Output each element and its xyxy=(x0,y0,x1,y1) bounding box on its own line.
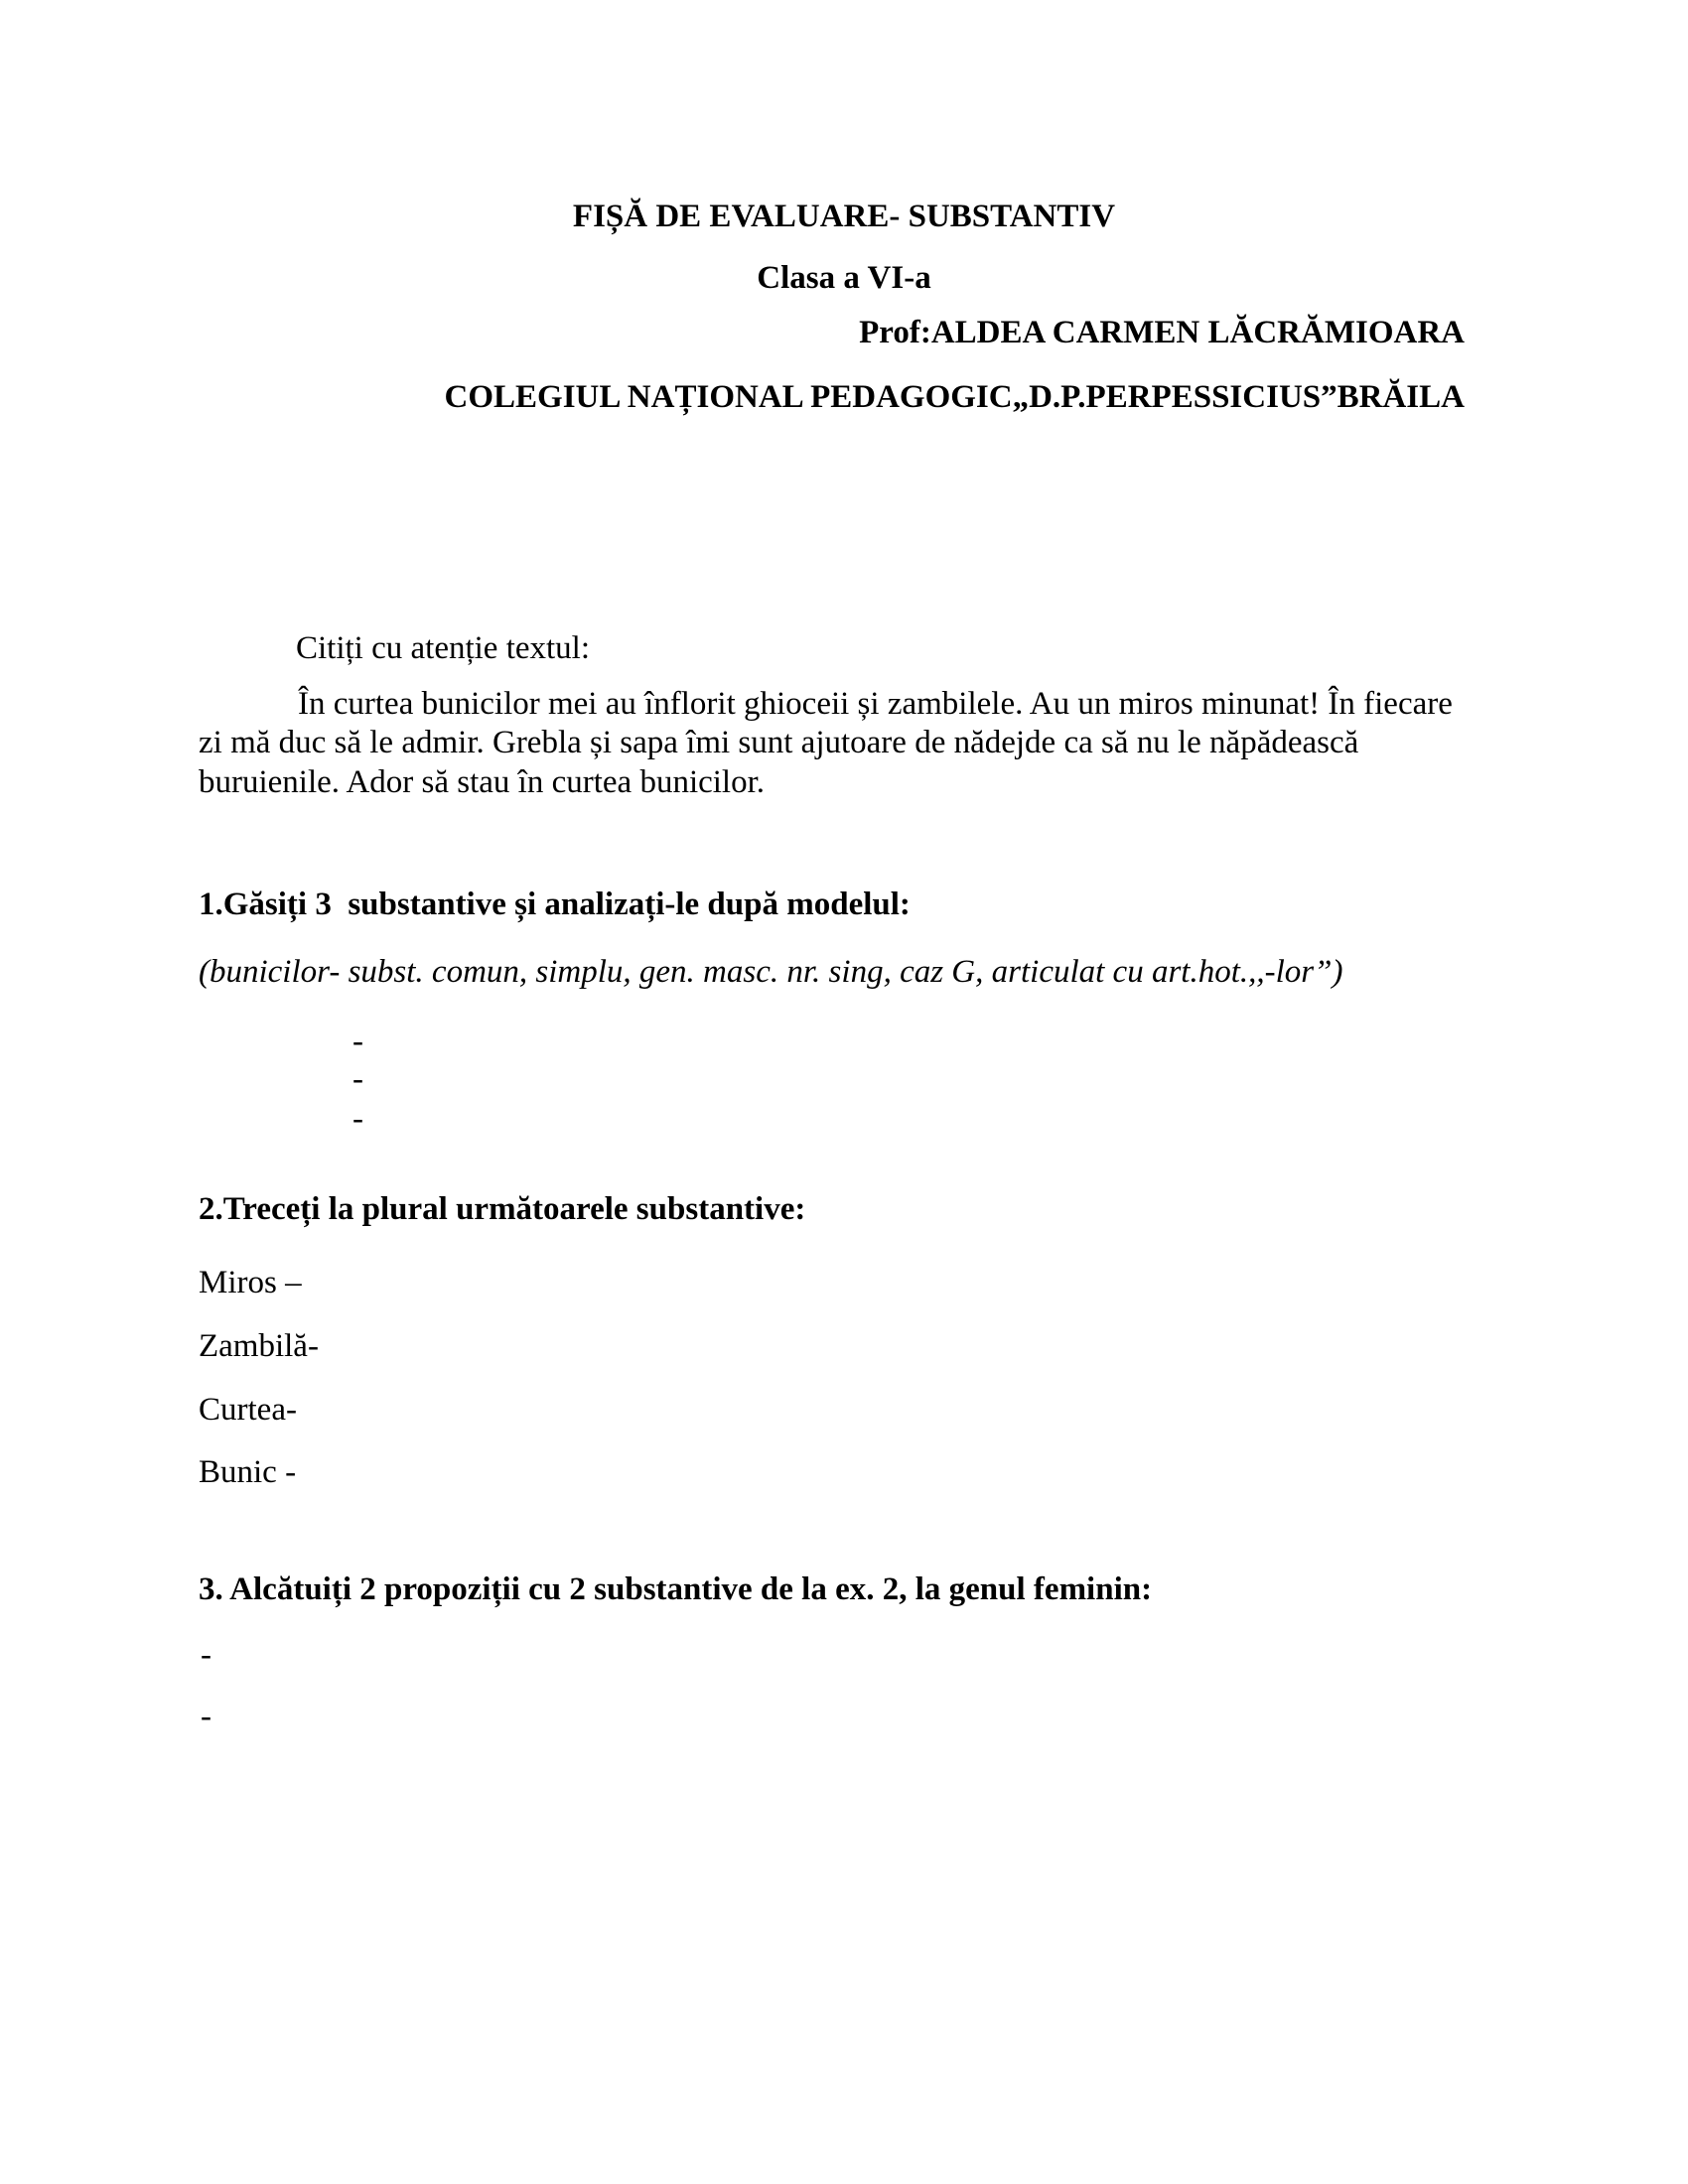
document-title: FIȘĂ DE EVALUARE- SUBSTANTIV xyxy=(572,199,1116,234)
class-subtitle: Clasa a VI-a xyxy=(757,260,931,296)
professor-line: Prof:ALDEA CARMEN LĂCRĂMIOARA xyxy=(859,315,1465,350)
reading-instruction: Citiți cu atenție textul: xyxy=(296,630,591,666)
exercise1-blank-1: - xyxy=(352,1024,363,1059)
exercise2-item-zambila: Zambilă- xyxy=(199,1328,319,1364)
reading-text-line-3: buruienile. Ador să stau în curtea bunicilor. xyxy=(199,764,766,800)
exercise1-heading: 1.Găsiți 3 substantive și analizați-le după modelul: xyxy=(199,887,911,922)
exercise1-blank-3: - xyxy=(352,1101,363,1137)
exercise2-item-bunic: Bunic - xyxy=(199,1454,297,1490)
exercise3-blank-1: - xyxy=(201,1637,211,1673)
reading-text-line-1: În curtea bunicilor mei au înflorit ghioceii și zambilele. Au un miros minunat! În fiecare xyxy=(298,686,1453,722)
exercise3-blank-2: - xyxy=(201,1699,211,1734)
exercise1-model: (bunicilor- subst. comun, simplu, gen. masc. nr. sing, caz G, articulat cu art.hot.,,-lor”) xyxy=(199,954,1343,990)
exercise2-heading: 2.Treceți la plural următoarele substantive: xyxy=(199,1191,806,1227)
exercise2-item-curtea: Curtea- xyxy=(199,1392,297,1428)
exercise1-blank-2: - xyxy=(352,1061,363,1097)
reading-text-line-2: zi mă duc să le admir. Grebla și sapa îmi sunt ajutoare de nădejde ca să nu le năpădească xyxy=(199,725,1359,760)
school-line: COLEGIUL NAȚIONAL PEDAGOGIC„D.P.PERPESSICIUS”BRĂILA xyxy=(444,379,1465,415)
exercise2-item-miros: Miros – xyxy=(199,1265,302,1300)
exercise3-heading: 3. Alcătuiți 2 propoziții cu 2 substantive de la ex. 2, la genul feminin: xyxy=(199,1571,1153,1607)
